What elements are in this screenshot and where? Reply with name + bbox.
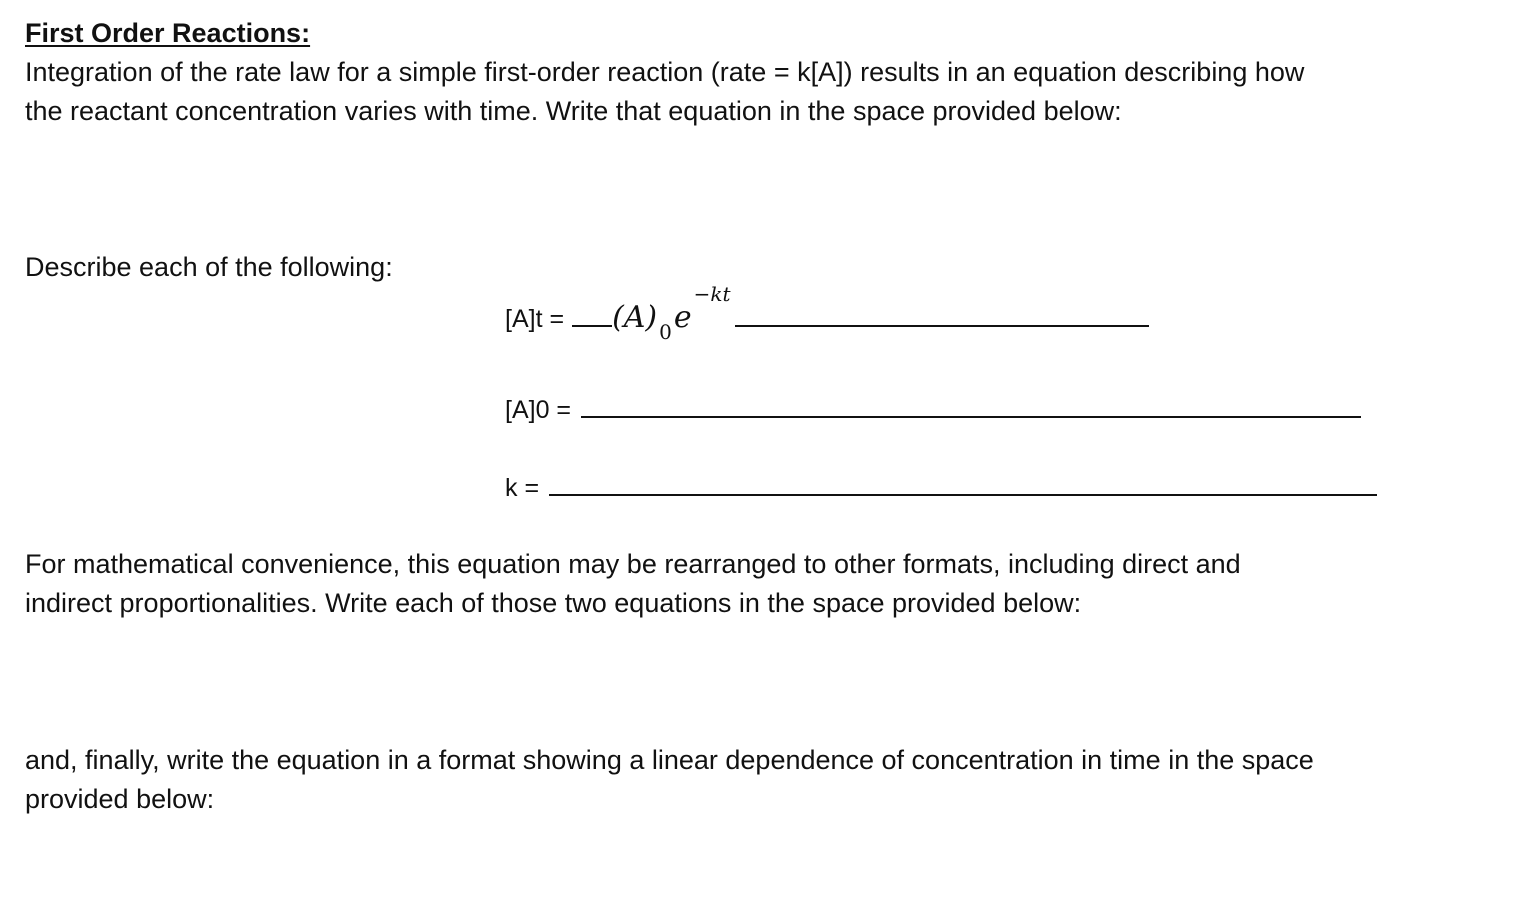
answer-label-at: [A]t = <box>505 305 565 333</box>
answer-row-at <box>505 282 1149 344</box>
answer-label-a0: [A]0 = <box>505 396 572 424</box>
proportionality-paragraph <box>25 545 1241 623</box>
answer-blank-a0[interactable] <box>581 392 1361 418</box>
answer-row-a0 <box>505 392 1361 425</box>
para3-line-1: and, finally, write the equation in a format showing a linear dependence of concentration in time in the space <box>25 745 1314 775</box>
para2-line-2: indirect proportionalities. Write each of those two equations in the space provided below: <box>25 588 1082 618</box>
intro-paragraph <box>25 53 1304 131</box>
answer-blank-at-tail[interactable] <box>735 301 1149 327</box>
para3-line-2: provided below: <box>25 784 215 814</box>
handwritten-initial-concentration: (A) <box>612 300 658 335</box>
answer-blank-at-lead[interactable] <box>572 301 612 327</box>
intro-line-2: the reactant concentration varies with time. Write that equation in the space provided below: <box>25 96 1122 126</box>
page-title: First Order Reactions: <box>25 18 311 48</box>
answer-label-k: k = <box>505 474 540 502</box>
intro-line-1: Integration of the rate law for a simple first-order reaction (rate = k[A]) results in an equation describing how <box>25 57 1305 87</box>
handwritten-exp-base: e <box>673 300 692 335</box>
linear-paragraph <box>25 741 1314 819</box>
handwritten-exponent: −kt <box>693 282 731 306</box>
para2-line-1: For mathematical convenience, this equation may be rearranged to other formats, including direct and <box>25 549 1241 579</box>
answer-row-k <box>505 470 1377 503</box>
describe-label: Describe each of the following: <box>25 252 393 282</box>
handwritten-subscript: 0 <box>659 320 672 344</box>
answer-blank-k[interactable] <box>549 470 1377 496</box>
